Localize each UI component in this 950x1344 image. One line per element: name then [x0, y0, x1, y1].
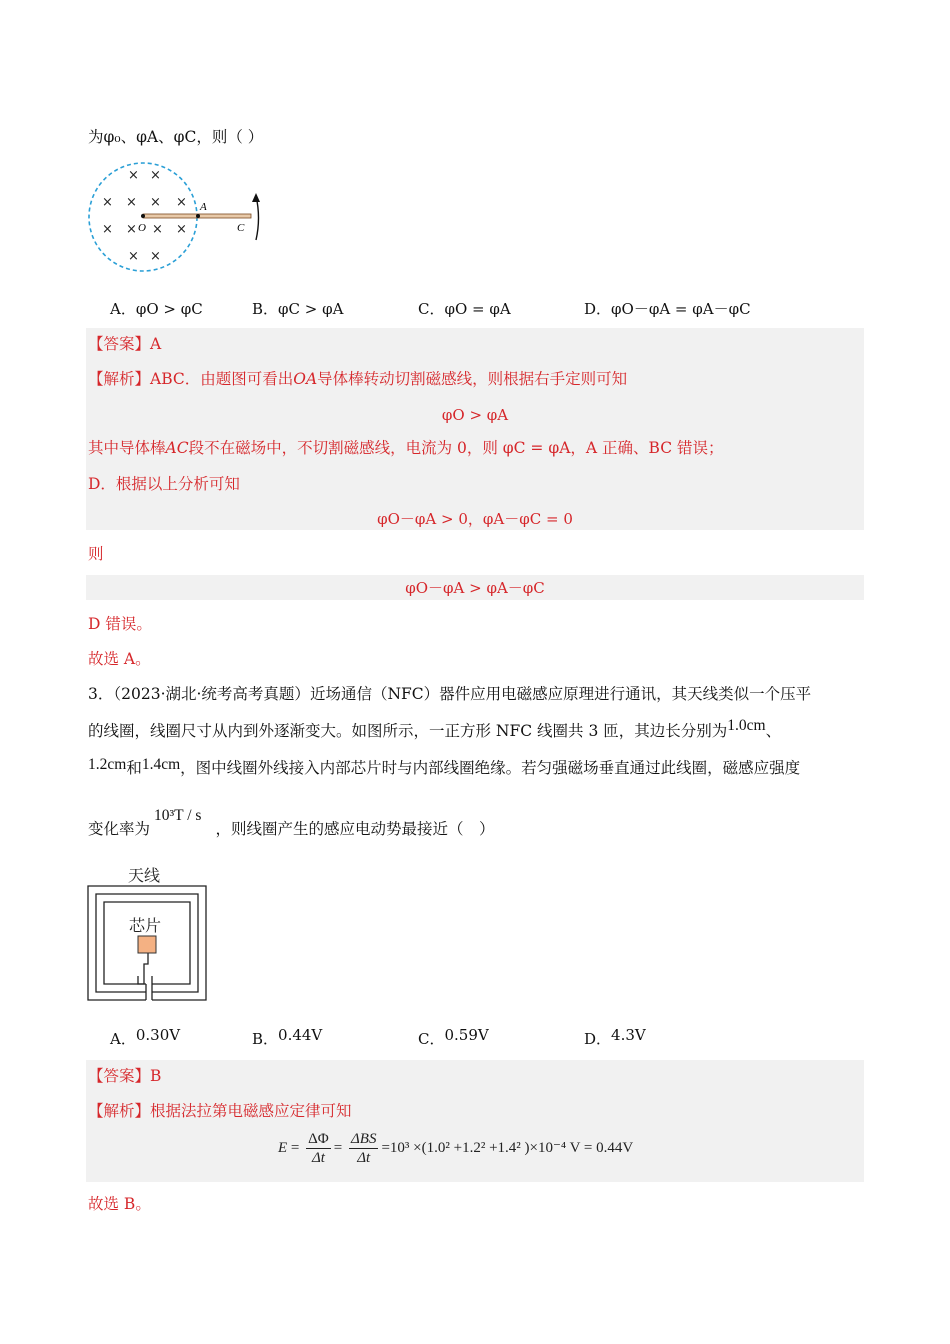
field-cross: × — [150, 168, 161, 183]
field-cross: × — [128, 249, 139, 264]
option-b: φC > φA — [278, 300, 344, 318]
equation-2: φO－φA > 0，φA－φC = 0 — [377, 510, 573, 528]
field-cross: × — [128, 168, 139, 183]
equation-3: φO－φA > φA－φC — [405, 579, 545, 597]
rotating-rod-figure — [84, 160, 274, 280]
label-a: A — [200, 201, 207, 213]
equation-1: φO > φA — [441, 406, 509, 424]
question-3-line-2: 的线圈，线圈尺寸从内到外逐渐变大。如图所示，一正方形 NFC 线圈共 3 匝，其边长分别为1.0cm、 — [88, 717, 782, 740]
field-cross: × — [150, 195, 161, 210]
chip-label: 芯片 — [129, 916, 162, 935]
point-o — [141, 214, 145, 218]
question-3-line-3: 1.2cm和1.4cm，图中线圈外线接入内部芯片时与内部线圈绝缘。若匀强磁场垂直通过此线圈，磁感应强度 — [88, 756, 801, 777]
option-d: φO－φA = φA－φC — [611, 300, 751, 318]
nfc-coil-figure — [86, 860, 208, 1004]
field-cross: × — [150, 249, 161, 264]
option-c: 0.59V — [444, 1026, 489, 1044]
answer-label: 【答案】B — [88, 1067, 162, 1085]
d-wrong-text: D 错误。 — [88, 615, 152, 633]
field-cross: × — [152, 222, 163, 237]
answer-label: 【答案】A — [88, 335, 162, 353]
antenna-label: 天线 — [128, 866, 161, 885]
rotation-arrow — [256, 196, 259, 240]
chip — [138, 936, 156, 953]
field-cross: × — [176, 222, 187, 237]
analysis-line-3: D．根据以上分析可知 — [88, 475, 240, 493]
option-a: φO > φC — [135, 300, 203, 318]
point-a — [196, 214, 200, 218]
conclusion: 故选 A。 — [88, 650, 151, 668]
faraday-formula: E = $\frac{\Delta\Phi}{\Delta t}$ = $\frac{\text{ΔBS}}{\Delta t}$ =10³ ×(1.0² +1.2² +1.4² )×10⁻⁴ V = 0.44V — [278, 1131, 634, 1166]
field-cross: × — [176, 195, 187, 210]
answer-panel — [86, 328, 864, 530]
option-b: 0.44V — [278, 1026, 323, 1044]
question-3-line-1: 3．（2023·湖北·统考高考真题）近场通信（NFC）器件应用电磁感应原理进行通讯，其天线类似一个压平 — [88, 685, 812, 703]
label-o: O — [138, 222, 146, 234]
analysis-line-2: 其中导体棒AC段不在磁场中，不切割磁感线，电流为 0，则 φC = φA，A 正确、BC 错误； — [88, 439, 724, 457]
conclusion: 故选 B。 — [88, 1195, 151, 1213]
field-cross: × — [102, 195, 113, 210]
field-cross: × — [102, 222, 113, 237]
analysis-then: 则 — [88, 545, 104, 563]
analysis-line: 【解析】根据法拉第电磁感应定律可知 — [88, 1102, 352, 1120]
option-a: 0.30V — [135, 1026, 181, 1044]
field-cross: × — [126, 222, 137, 237]
field-cross: × — [126, 195, 137, 210]
option-c: φO = φA — [444, 300, 511, 318]
question-stem-tail: 为φ₀、φA、φC，则（ ） — [88, 128, 264, 146]
analysis-line-1: 【解析】ABC．由题图可看出OA导体棒转动切割磁感线，则根据右手定则可知 — [88, 370, 628, 388]
label-c: C — [237, 222, 245, 234]
option-d: 4.3V — [611, 1026, 646, 1044]
question-3-line-4: 变化率为10³T / s，则线圈产生的感应电动势最接近（ ） — [88, 807, 495, 838]
